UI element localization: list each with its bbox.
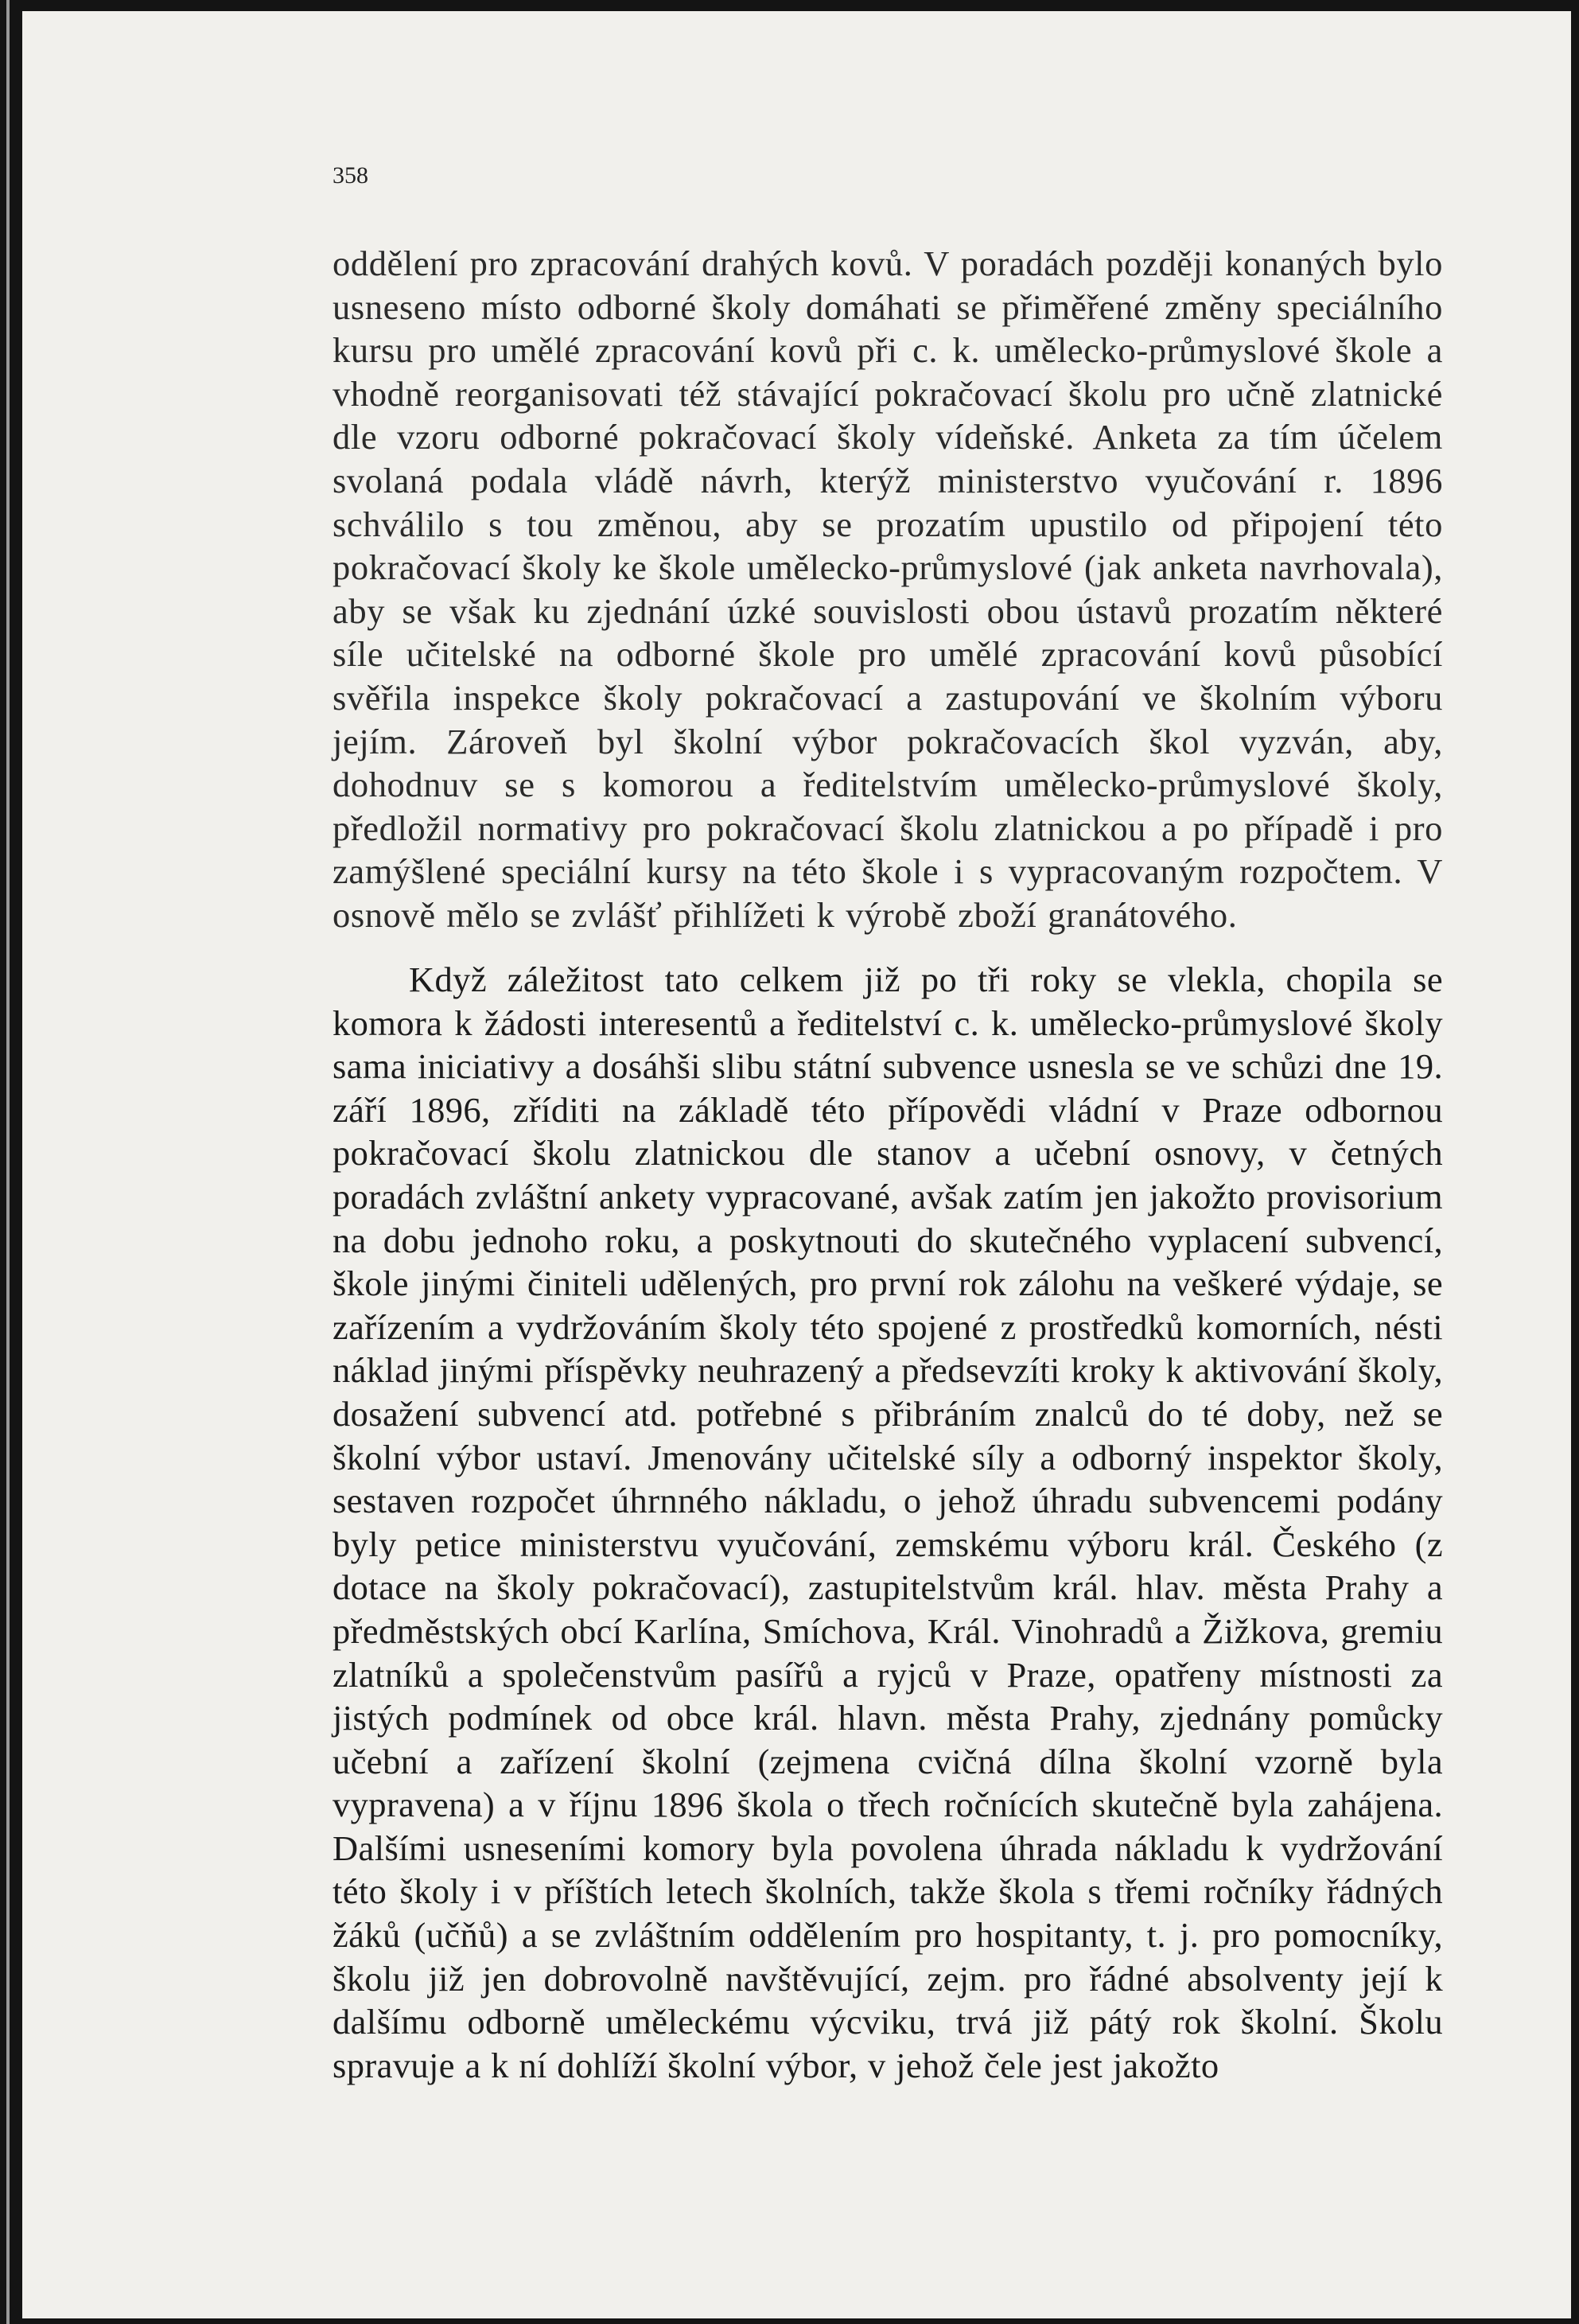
- scan-edge: [6, 0, 10, 2324]
- document-page: [22, 11, 1571, 2318]
- paragraph-2: Když záležitost tato celkem již po tři roky se vlekla, chopila se komora k žádosti interesentů a ředitelství c. k. umělecko-průmyslové školy sama iniciativy a dosáhši slibu státní subvence usnesla se ve schůzi dne 19. září 1896, zříditi na základě této přípovědi vládní v Praze odbornou pokračovací školu zlatnickou dle stanov a učební osnovy, v četných poradách zvláštní ankety vypracované, avšak zatím jen jakožto provisorium na dobu jednoho roku, a poskytnouti do skutečného vyplacení subvencí, škole jinými činiteli udělených, pro první rok zálohu na veškeré výdaje, se zařízením a vydržováním školy této spojené z prostředků komorních, nésti náklad jinými příspěvky neuhrazený a předsevzíti kroky k aktivování školy, dosažení subvencí atd. potřebné s přibráním znalců do té doby, než se školní výbor ustaví. Jmenovány učitelské síly a odborný inspektor školy, sestaven rozpočet úhrnného nákladu, o jehož úhradu subvencemi podány byly petice ministerstvu vyučování, zemskému výboru král. Českého (z dotace na školy pokračovací), zastupitelstvům král. hlav. města Prahy a předměstských obcí Karlína, Smíchova, Král. Vinohradů a Žižkova, gremiu zlatníků a společenstvům pasířů a ryjců v Praze, opatřeny místnosti za jistých podmínek od obce král. hlavn. města Prahy, zjednány pomůcky učební a zařízení školní (zejmena cvičná dílna školní vzorně byla vypravena) a v říjnu 1896 škola o třech ročnících skutečně byla zahájena. Dalšími usneseními komory byla povolena úhrada nákladu k vydržování této školy i v příštích letech školních, takže škola s třemi ročníky řádných žáků (učňů) a se zvláštním oddělením pro hospitanty, t. j. pro pomocníky, školu již jen dobrovolně navštěvující, zejm. pro řádné absolventy její k dalšímu odborně uměleckému výcviku, trvá již pátý rok školní. Školu spravuje a k ní dohlíží školní výbor, v jehož čele jest jakožto: [333, 960, 1443, 2085]
- page-number: 358: [333, 162, 368, 189]
- paragraph-1: oddělení pro zpracování drahých kovů. V poradách později konaných bylo usneseno místo odborné školy domáhati se přiměřené změny speciálního kursu pro umělé zpracování kovů při c. k. umělecko-průmyslové škole a vhodně reorganisovati též stávající pokračovací školu pro učně zlatnické dle vzoru odborné pokračovací školy vídeňské. Anketa za tím účelem svolaná podala vládě návrh, kterýž ministerstvo vyučování r. 1896 schválilo s tou změnou, aby se prozatím upustilo od připojení této pokračovací školy ke škole umělecko-průmyslové (jak anketa navrhovala), aby se však ku zjednání úzké souvislosti obou ústavů prozatím některé síle učitelské na odborné škole pro umělé zpracování kovů působící svěřila inspekce školy pokračovací a zastupování ve školním výboru jejím. Zároveň byl školní výbor pokračovacích škol vyzván, aby, dohodnuv se s komorou a ředitelstvím umělecko-průmyslové školy, předložil normativy pro pokračovací školu zlatnickou a po případě i pro zamýšlené speciální kursy na této škole i s vypracovaným rozpočtem. V osnově mělo se zvlášť přihlížeti k výrobě zboží granátového.: [333, 243, 1443, 935]
- page-content: [22, 11, 1571, 2318]
